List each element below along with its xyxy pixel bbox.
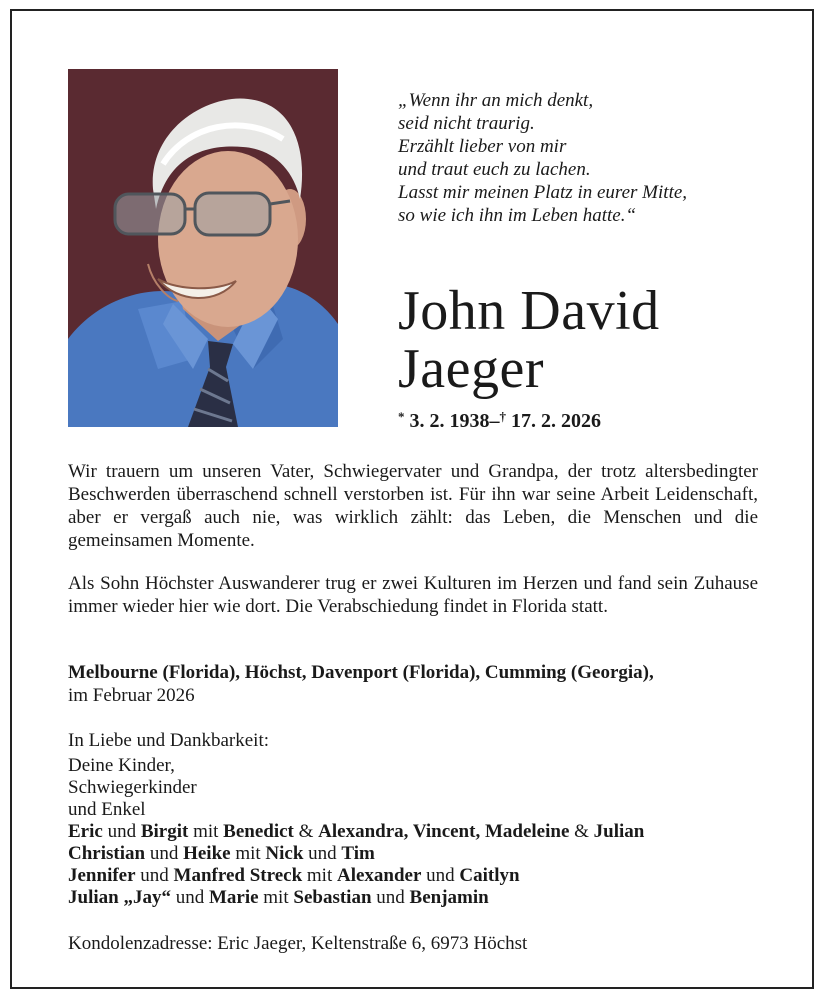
quote-line: so wie ich ihn im Leben hatte.“: [398, 205, 637, 226]
birth-date: 3. 2. 1938: [409, 410, 490, 432]
connector-word: &: [298, 821, 314, 842]
connector-word: und: [107, 821, 137, 842]
connector-word: mit: [263, 887, 289, 908]
connector-word: mit: [306, 865, 333, 886]
portrait-photo: [68, 69, 338, 427]
quote-line: Erzählt lieber von mir: [398, 136, 567, 157]
family-list: [68, 755, 644, 909]
family-intro-line: Deine Kinder,: [68, 755, 175, 776]
family-row-3: [68, 865, 644, 887]
family-name: Tim: [341, 843, 375, 864]
portrait-illustration: [68, 69, 338, 427]
family-name: Julian „Jay“: [68, 887, 171, 908]
family-name: Sebastian: [293, 887, 372, 908]
quote-line: seid nicht traurig.: [398, 113, 535, 134]
date-separator: –: [489, 410, 500, 432]
family-name: Eric: [68, 821, 103, 842]
locations: Melbourne (Florida), Höchst, Davenport (Florida), Cumming (Georgia),: [68, 662, 654, 683]
connector-word: mit: [235, 843, 261, 864]
signoff: In Liebe und Dankbarkeit:: [68, 730, 270, 751]
date-line: im Februar 2026: [68, 685, 195, 706]
death-date: 17. 2. 2026: [511, 410, 601, 432]
connector-word: und: [426, 865, 455, 886]
family-intro-line: Schwiegerkinder: [68, 777, 197, 798]
family-row-1: [68, 821, 644, 843]
family-name: Nick: [265, 843, 304, 864]
family-row-2: [68, 843, 644, 865]
birth-symbol: *: [398, 409, 405, 424]
family-name: Marie: [208, 887, 259, 908]
family-name: Alexandra, Vincent, Madeleine: [318, 821, 570, 842]
obituary-paragraph-1: Wir trauern um unseren Vater, Schwiegervater und Grandpa, der trotz altersbedingter Beschwerden überraschend schnell verstorben ist. Für ihn war seine Arbeit Leidenschaft, aber er vergaß auch nie, was wirklich zählt: das Leben, die Menschen und die gemeinsamen Momente.: [68, 461, 758, 551]
connector-word: mit: [193, 821, 219, 842]
deceased-name: [398, 282, 660, 398]
life-dates: [398, 409, 601, 433]
connector-word: und: [175, 887, 205, 908]
name-line-1: John David: [398, 280, 660, 342]
quote-line: „Wenn ihr an mich denkt,: [398, 90, 594, 111]
connector-word: &: [574, 821, 589, 842]
family-name: Caitlyn: [459, 865, 520, 886]
connector-word: und: [140, 865, 169, 886]
quote-line: und traut euch zu lachen.: [398, 159, 591, 180]
quote-line: Lasst mir meinen Platz in eurer Mitte,: [398, 182, 688, 203]
connector-word: und: [149, 843, 179, 864]
death-symbol: †: [499, 409, 506, 424]
family-name: Manfred Streck: [173, 865, 303, 886]
family-name: Julian: [593, 821, 645, 842]
name-line-2: Jaeger: [398, 338, 545, 400]
condolence-address: Kondolenzadresse: Eric Jaeger, Keltenstraße 6, 6973 Höchst: [68, 933, 528, 954]
family-name: Benedict: [223, 821, 294, 842]
memorial-quote: [398, 89, 687, 227]
family-name: Alexander: [336, 865, 422, 886]
family-row-4: [68, 887, 644, 909]
family-name: Birgit: [140, 821, 189, 842]
family-name: Benjamin: [409, 887, 489, 908]
places-and-date: [68, 661, 768, 707]
connector-word: und: [308, 843, 337, 864]
family-name: Heike: [183, 843, 231, 864]
family-name: Jennifer: [68, 865, 136, 886]
obituary-paragraph-2: Als Sohn Höchster Auswanderer trug er zwei Kulturen im Herzen und fand sein Zuhause immer wieder hier wie dort. Die Verabschiedung findet in Florida statt.: [68, 573, 758, 617]
family-name: Christian: [68, 843, 146, 864]
family-intro-line: und Enkel: [68, 799, 146, 820]
connector-word: und: [376, 887, 405, 908]
